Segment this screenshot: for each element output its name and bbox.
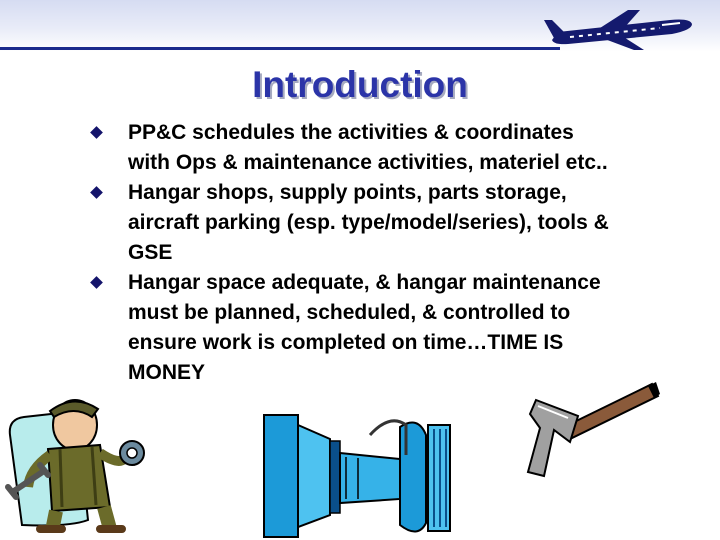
slide-title: Introduction — [252, 64, 468, 105]
bullet-text: Hangar space adequate, & hangar maintenance must be planned, scheduled, & controlled to ensure work is completed on time…TIME IS MONEY — [128, 271, 601, 384]
bullet-item — [92, 268, 612, 388]
bullet-text: Hangar shops, supply points, parts storage, aircraft parking (esp. type/model/series), tools & GSE — [128, 181, 609, 264]
airplane-icon — [540, 8, 695, 52]
diamond-bullet-icon — [90, 186, 103, 199]
turbine-part-clipart — [250, 395, 505, 540]
bullet-item — [92, 118, 612, 178]
bullet-text: PP&C schedules the activities & coordinates with Ops & maintenance activities, materiel etc.. — [128, 121, 608, 174]
hammer-clipart — [520, 380, 660, 500]
header-rule — [0, 47, 560, 50]
diamond-bullet-icon — [90, 276, 103, 289]
diamond-bullet-icon — [90, 126, 103, 139]
bullet-list — [92, 118, 612, 388]
mechanic-clipart — [0, 395, 170, 535]
bullet-item — [92, 178, 612, 268]
